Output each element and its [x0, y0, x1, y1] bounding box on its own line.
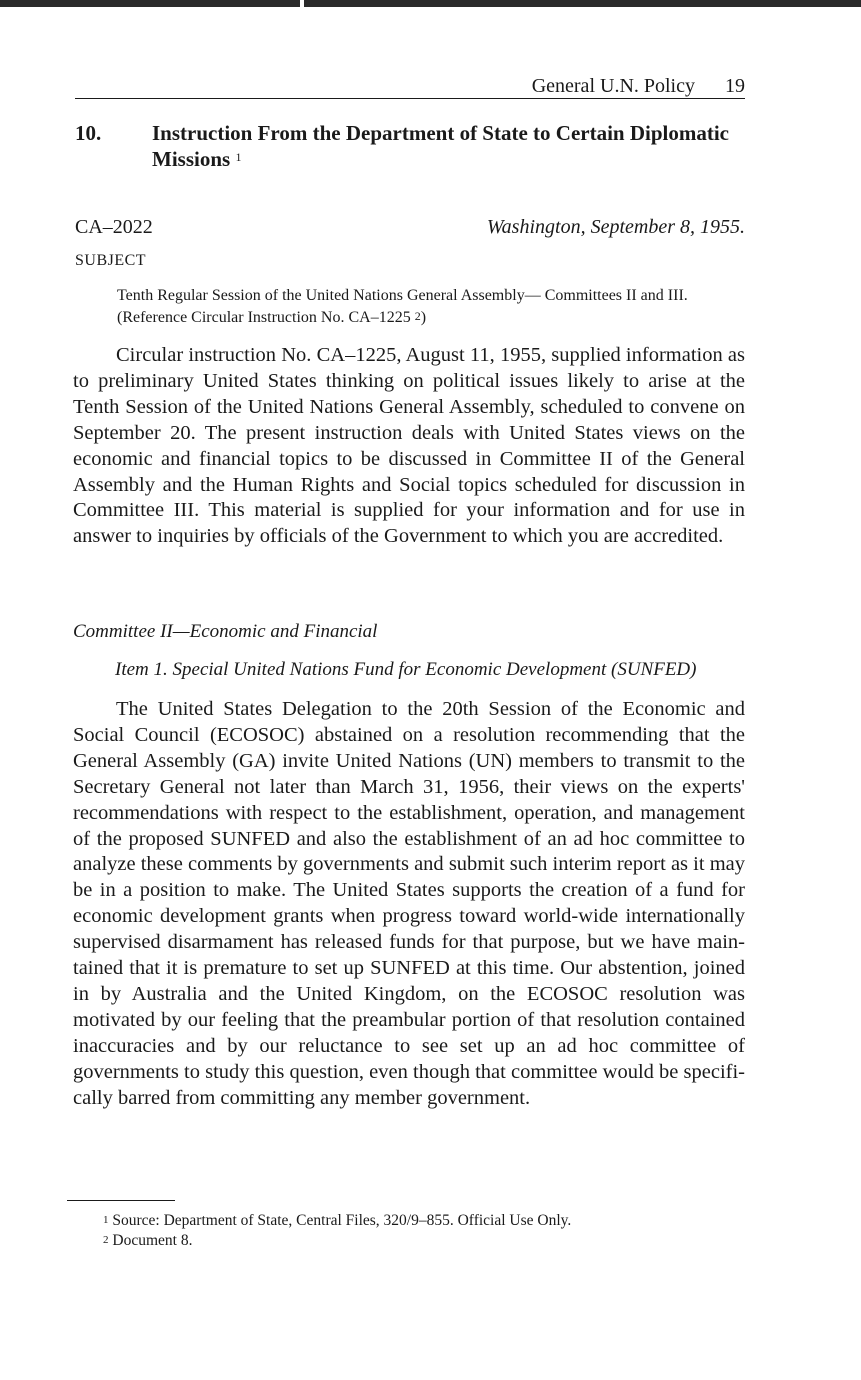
footnotes	[103, 1211, 743, 1251]
footnote-mark-1: 1	[103, 1214, 109, 1226]
document-number: 10.	[75, 121, 102, 145]
footnote-ref-1: 1	[235, 150, 242, 164]
page-number: 19	[725, 75, 745, 97]
page-top-border	[0, 0, 861, 7]
footnote-ref-2: 2	[414, 309, 421, 323]
footnote-text-2: Document 8.	[112, 1232, 193, 1249]
subject-text: Tenth Regular Session of the United Nations General Assembly— Committees II and III. (Reference Circular Instruction No. CA–1225	[117, 287, 688, 326]
subject-label: SUBJECT	[75, 252, 147, 269]
footnote-divider	[67, 1200, 175, 1201]
document-title-block	[152, 120, 742, 172]
section-heading: Committee II—Economic and Financial	[73, 621, 378, 642]
footnote-mark-2: 2	[103, 1234, 109, 1246]
subject-text-block	[117, 285, 717, 329]
place-date: Washington, September 8, 1955.	[486, 216, 745, 238]
footnote-text-1: Source: Department of State, Central Files, 320/9–855. Official Use Only.	[112, 1212, 572, 1229]
running-head	[75, 74, 745, 99]
subject-close: )	[420, 309, 427, 326]
footnote-2	[103, 1231, 743, 1251]
body-paragraph-2: The United States Delegation to the 20th Session of the Economic and Social Council (ECOSOC) abstained on a resolution recommending that the General Assembly (GA) invite United Nations (UN) members to transmit to the Secretary General not later than March 31, 1956, their views on the experts' recommendations with respect to the establishment, operation, and management of the proposed SUNFED and also the establishment of an ad hoc committee to analyze these comments by governments and submit such interim report as it may be in a position to make. The United States supports the creation of a fund for economic development grants when progress toward world-wide internationally supervised disarmament has released funds for that purpose, but we have maintained that it is premature to set up SUNFED at this time. Our abstention, joined in by Australia and the United Kingdom, on the ECOSOC resolution was motivated by our feeling that the preambular portion of that resolution contained inaccuracies and by our reluctance to see set up an ad hoc committee of governments to study this question, even though that committee would be specifically barred from committing any member government.	[73, 698, 745, 1109]
instruction-id: CA–2022	[75, 216, 153, 238]
running-head-title: General U.N. Policy	[531, 75, 695, 97]
document-title: Instruction From the Department of State to Certain Diplomatic Missions	[152, 121, 730, 171]
footnote-1	[103, 1211, 743, 1231]
page-top-border-gap	[300, 0, 304, 7]
item-heading: Item 1. Special United Nations Fund for Economic Development (SUNFED)	[115, 659, 697, 680]
body-paragraph-1: Circular instruction No. CA–1225, August 11, 1955, supplied information as to preliminary United States thinking on political issues likely to arise at the Tenth Session of the United Nations General Assembly, scheduled to convene on September 20. The present instruction deals with United States views on the economic and financial topics to be discussed in Committee II of the General Assembly and the Human Rights and Social topics scheduled for discussion in Committee III. This material is supplied for your information and for use in answer to inquiries by officials of the Government to which you are accredited.	[73, 344, 745, 548]
document-meta	[75, 214, 745, 240]
